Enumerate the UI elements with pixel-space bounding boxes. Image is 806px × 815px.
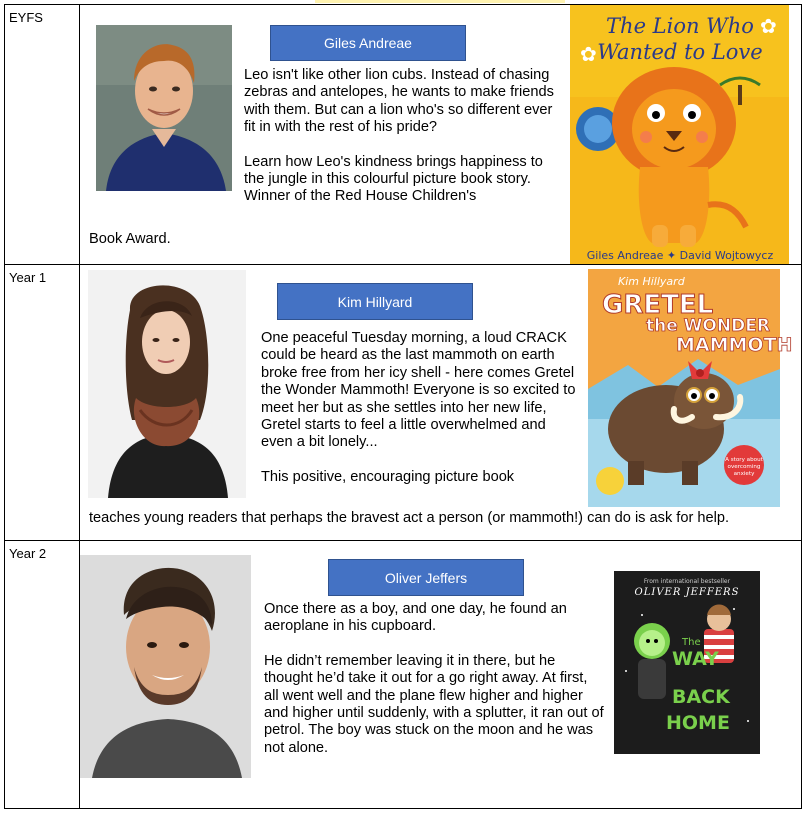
author-name-box: Kim Hillyard xyxy=(277,283,473,320)
book-cover-gretel-the-wonder-mammoth xyxy=(588,269,793,507)
cover-tagline: From international bestseller xyxy=(643,578,731,585)
cover-title-line: WAY xyxy=(672,648,719,670)
table-row xyxy=(5,265,801,541)
cover-title-line: the WONDER xyxy=(646,316,770,336)
flower-icon: ✿ xyxy=(580,44,597,66)
year-label: Year 1 xyxy=(9,270,47,285)
blurb-paragraph: This positive, encouraging picture book xyxy=(261,468,515,485)
header-strip xyxy=(315,0,565,3)
book-table xyxy=(4,4,802,809)
cover-title-line: MAMMOTH xyxy=(676,334,793,356)
book-cover-lion-who-wanted-to-love xyxy=(570,5,789,264)
flower-icon: ✿ xyxy=(760,16,777,38)
cover-authors: Giles Andreae ✦ David Wojtowycz xyxy=(586,249,774,262)
author-name-box: Giles Andreae xyxy=(270,25,466,61)
book-cell xyxy=(80,541,801,809)
cover-title-line: Wanted to Love xyxy=(597,40,763,64)
author-name-box: Oliver Jeffers xyxy=(328,559,524,596)
cover-title-line: BACK xyxy=(672,686,730,708)
table-row xyxy=(5,541,801,809)
year-label: Year 2 xyxy=(9,546,47,561)
cover-title-line: The xyxy=(682,637,701,648)
year-cell xyxy=(5,541,80,809)
blurb-continuation: Book Award. xyxy=(89,231,171,247)
book-blurb xyxy=(264,601,604,757)
book-cell xyxy=(80,5,801,264)
cover-title-line: GRETEL xyxy=(602,290,714,320)
book-blurb xyxy=(261,330,579,486)
author-photo-kim-hillyard xyxy=(88,270,246,498)
cover-title-line: HOME xyxy=(666,712,730,734)
blurb-continuation: teaches young readers that perhaps the bravest act a person (or mammoth!) can do is ask for help. xyxy=(89,510,730,526)
author-photo-oliver-jeffers xyxy=(80,555,251,778)
year-label: EYFS xyxy=(9,10,43,25)
cover-title-line: The Lion Who xyxy=(606,14,754,38)
year-cell xyxy=(5,265,80,540)
year-cell xyxy=(5,5,80,264)
table-row xyxy=(5,5,801,265)
blurb-paragraph: One peaceful Tuesday morning, a loud CRACK could be heard as the last mammoth on earth broke free from her icy shell - here comes Gretel the Wonder Mammoth! Everyone is so excited to meet her but as she settles into her new life, Gretel starts to feel a little overwhelmed and even a bit lonely... xyxy=(261,330,576,451)
book-cover-the-way-back-home xyxy=(614,571,760,754)
book-cell xyxy=(80,265,801,540)
blurb-paragraph: Once there as a boy, and one day, he found an aeroplane in his cupboard. xyxy=(264,601,567,635)
author-photo-giles-andreae xyxy=(96,25,232,191)
blurb-paragraph: Learn how Leo's kindness brings happiness to the jungle in this colourful picture book story. Winner of the Red House Children's xyxy=(244,153,543,205)
cover-badge: A story about overcoming anxiety xyxy=(725,457,763,477)
cover-byline: Kim Hillyard xyxy=(618,275,685,288)
blurb-paragraph: Leo isn't like other lion cubs. Instead of chasing zebras and antelopes, he wants to make friends with them. But can a lion who's so different ever fit in with the rest of his pride? xyxy=(244,67,554,136)
blurb-paragraph: He didn’t remember leaving it in there, but he thought he’d take it out for a go right away. At first, all went well and the plane flew higher and higher and higher until suddenly, with a splutter, it ran out of petrol. The boy was stuck on the moon and he was not alone. xyxy=(264,652,604,756)
book-blurb xyxy=(244,67,562,206)
cover-author-caps: OLIVER JEFFERS xyxy=(634,587,740,598)
